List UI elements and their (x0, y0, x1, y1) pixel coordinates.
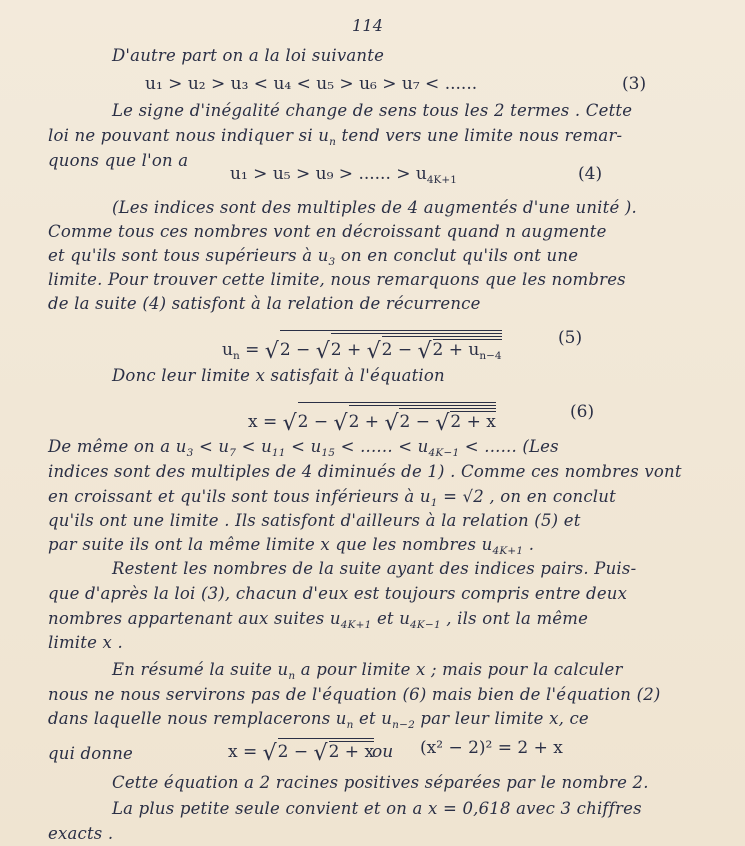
text-line-18-b: et u (371, 609, 411, 628)
text-line-18-sub-a: 4K+1 (340, 619, 372, 631)
text-line-10: Donc leur limite x satisfait à l'équation (112, 366, 445, 385)
text-line-20-sub: n (288, 670, 296, 682)
formula-3-body: u₁ > u₂ > u₃ < u₄ < u₅ > u₆ > u₇ < ...... (145, 74, 478, 94)
text-line-11-sub-e: 11 (271, 447, 286, 459)
text-line-3-a: loi ne pouvant nous indiquer si u (48, 126, 330, 145)
formula-5-r2: 2 + (330, 340, 367, 360)
formula-5-eq: = (239, 340, 265, 360)
formula-7-lhs: x = (228, 742, 263, 762)
formula-4-number: (4) (578, 164, 603, 184)
text-line-11-sub-c: 7 (229, 447, 237, 459)
radical-sign-icon: √ (315, 339, 330, 364)
text-line-11-f: < u (285, 437, 322, 456)
text-line-14: qu'ils ont une limite . Ils satisfont d'ailleurs à la relation (5) et (48, 511, 581, 530)
text-line-3-b: tend vers une limite nous remar- (336, 126, 623, 145)
formula-6-r1: 2 − (297, 412, 334, 432)
text-line-18-sub-b: 4K−1 (410, 619, 441, 631)
radical-sign-icon: √ (384, 411, 399, 436)
text-line-11 (48, 439, 559, 459)
text-line-22-b: et u (353, 709, 393, 728)
radical-sign-icon: √ (417, 339, 432, 364)
text-line-22-sub-b: n−2 (392, 719, 415, 731)
formula-6-r3: 2 − (399, 412, 436, 432)
formula-5-r3: 2 − (381, 340, 418, 360)
text-line-18-a: nombres appartenant aux suites u (48, 609, 341, 628)
formula-3-number: (3) (622, 74, 647, 94)
text-line-25: La plus petite seule convient et on a x = 0,618 avec 3 chiffres (112, 799, 642, 818)
text-line-1: D'autre part on a la loi suivante (112, 46, 385, 65)
text-line-2: Le signe d'inégalité change de sens tous les 2 termes . Cette (112, 101, 633, 120)
text-line-13 (48, 489, 616, 509)
text-line-22-a: dans laquelle nous remplacerons u (48, 709, 347, 728)
formula-7 (228, 738, 374, 765)
formula-6-r2: 2 + (348, 412, 385, 432)
text-line-7-b: on en conclut qu'ils ont une (335, 246, 579, 265)
text-line-18-c: , ils ont la même (440, 609, 589, 628)
radical-sign-icon: √ (435, 411, 450, 436)
text-line-7 (48, 248, 578, 268)
formula-4-sub: 4K+1 (426, 174, 457, 186)
radical-sign-icon: √ (313, 741, 328, 766)
text-line-11-sub-g: 15 (321, 447, 336, 459)
formula-7-r1: 2 − (277, 742, 314, 762)
text-line-11-sub-i: 4K−1 (428, 447, 460, 459)
text-line-11-d: < u (236, 437, 272, 456)
text-line-12: indices sont des multiples de 4 diminués de 1) . Comme ces nombres vont (48, 462, 682, 481)
formula-7-or: ou (372, 742, 394, 762)
formula-6-r4: 2 + x (450, 412, 496, 432)
text-line-5: (Les indices sont des multiples de 4 augmentés d'une unité ). (112, 198, 637, 217)
formula-4 (230, 166, 457, 186)
formula-7-r2: 2 + x (328, 742, 375, 762)
text-line-16: Restent les nombres de la suite ayant des indices pairs. Puis- (112, 559, 637, 578)
text-line-6: Comme tous ces nombres vont en décroissant quand n augmente (48, 222, 607, 241)
text-line-3 (48, 128, 622, 148)
text-line-15-a: par suite ils ont la même limite x que les nombres u (48, 535, 493, 554)
formula-5-r4: 2 + u (432, 340, 480, 360)
radical-sign-icon: √ (264, 339, 279, 364)
formula-5 (222, 330, 502, 363)
text-line-8: limite. Pour trouver cette limite, nous remarquons que les nombres (48, 270, 626, 289)
formula-6-lhs: x = (248, 412, 283, 432)
text-line-20 (112, 662, 623, 682)
text-line-19: limite x . (48, 633, 123, 652)
text-line-20-a: En résumé la suite u (112, 660, 289, 679)
radical-sign-icon: √ (366, 339, 381, 364)
text-line-11-h: < ...... < u (335, 437, 429, 456)
text-line-24: Cette équation a 2 racines positives séparées par le nombre 2. (112, 773, 649, 792)
page-number: 114 (352, 16, 384, 35)
text-line-13-sub: 1 (430, 497, 438, 509)
text-line-18 (48, 611, 588, 631)
text-line-15-b: . (523, 535, 535, 554)
formula-5-r1: 2 − (279, 340, 316, 360)
text-line-11-b: < u (193, 437, 230, 456)
formula-5-number: (5) (558, 328, 583, 348)
text-line-15-sub: 4K+1 (492, 545, 524, 557)
formula-5-r4-sub: n−4 (479, 350, 502, 362)
text-line-11-sub-a: 3 (186, 447, 194, 459)
formula-4-body: u₁ > u₅ > u₉ > ...... > u (230, 164, 427, 184)
text-line-11-a: De même on a u (48, 437, 187, 456)
text-line-13-b: = √2 , on en conclut (437, 487, 616, 506)
text-line-21: nous ne nous servirons pas de l'équation (6) mais bien de l'équation (2) (48, 685, 661, 704)
text-line-11-j: < ...... (Les (459, 437, 559, 456)
text-line-22-sub-a: n (346, 719, 354, 731)
text-line-13-a: en croissant et qu'ils sont tous inférieurs à u (48, 487, 431, 506)
text-line-9: de la suite (4) satisfont à la relation de récurrence (48, 294, 481, 313)
radical-sign-icon: √ (262, 741, 277, 766)
text-line-22-c: par leur limite x, ce (414, 709, 589, 728)
text-line-3-sub: n (329, 136, 337, 148)
formula-7-rhs: (x² − 2)² = 2 + x (420, 738, 563, 758)
formula-6 (248, 402, 496, 435)
text-line-26: exacts . (48, 824, 114, 843)
formula-6-number: (6) (570, 402, 595, 422)
text-line-7-sub: 3 (328, 256, 336, 268)
text-line-4: quons que l'on a (48, 151, 189, 170)
text-line-23: qui donne (48, 744, 134, 763)
radical-sign-icon: √ (282, 411, 297, 436)
formula-5-lhs-sub: n (232, 350, 240, 362)
text-line-15 (48, 537, 534, 557)
text-line-22 (48, 711, 589, 731)
formula-3 (145, 76, 477, 93)
text-line-7-a: et qu'ils sont tous supérieurs à u (48, 246, 329, 265)
text-line-17: que d'après la loi (3), chacun d'eux est toujours compris entre deux (48, 584, 628, 603)
text-line-20-b: a pour limite x ; mais pour la calculer (295, 660, 623, 679)
radical-sign-icon: √ (333, 411, 348, 436)
formula-5-lhs: u (222, 340, 233, 360)
